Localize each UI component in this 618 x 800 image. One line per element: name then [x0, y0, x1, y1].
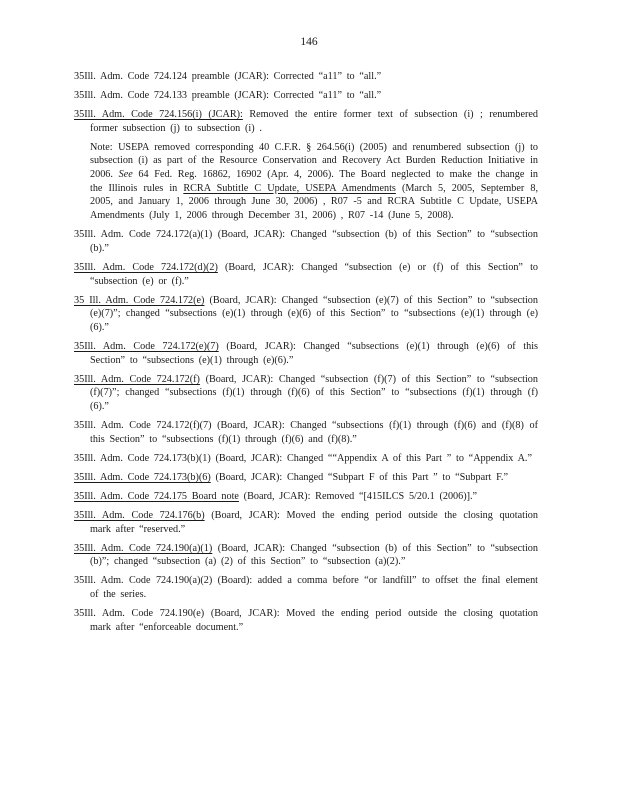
note-text-2: 64 Fed. Reg. 16862, 16902 (Apr. 4, 2006). The Board neglected to make the change in the Illinois rules in: [90, 169, 538, 194]
entry-text: (Board, JCAR): Moved the ending period outside the closing quotation mark after “reserved.”: [90, 510, 538, 535]
errata-entry: [74, 373, 538, 414]
errata-entry: [74, 490, 538, 504]
errata-entry: [74, 89, 538, 103]
errata-entry: [74, 419, 538, 446]
code-reference: 35Ill. Adm. Code 724.173(b)(1): [74, 452, 211, 464]
errata-entry: [74, 340, 538, 367]
code-reference: 35Ill. Adm. Code 724.172(f): [74, 373, 200, 385]
entry-text: (Board, JCAR): Changed “subsection (e)(7) of this Section” to “subsection (e)(7)”; changed “subsections (e)(1) through (e)(6) of this Section” to “subsections (e)(1) through (e)(6).”: [90, 294, 538, 333]
code-reference: 35Ill. Adm. Code 724.172(e)(7): [74, 341, 219, 353]
note-text-1: Note: USEPA removed corresponding 40 C.F.R. § 264.56(i) (2005) and renumbered subsection (j) to subsection (i) as part of the Resource Conservation and Recovery Act Burden Reduction Initiative in 2006.: [90, 141, 538, 181]
errata-entry: [74, 471, 538, 485]
code-reference: 35Ill. Adm. Code 724.175 Board note: [74, 490, 239, 502]
code-reference: 35 Ill. Adm. Code 724.172(e): [74, 294, 205, 306]
code-reference: 35Ill. Adm. Code 724.172(f)(7): [74, 420, 212, 432]
entry-text: (JCAR): Corrected “a11” to “all.”: [229, 71, 382, 82]
code-reference: 35Ill. Adm. Code 724.190(e): [74, 608, 205, 620]
entry-text: (Board, JCAR): Changed “subsections (e)(1) through (e)(6) of this Section” to “subsections (e)(1) through (e)(6).”: [90, 341, 539, 366]
note-docket-title: RCRA Subtitle C Update, USEPA Amendments: [183, 182, 396, 194]
errata-entry: [74, 607, 538, 634]
page-number: 146: [300, 36, 318, 48]
code-reference: 35Ill. Adm. Code 724.173(b)(6): [74, 471, 211, 483]
entry-text: (Board, JCAR): Changed “subsection (e) or (f) of this Section” to “subsection (e) or (f).”: [90, 262, 538, 287]
errata-entry: [74, 70, 538, 84]
entry-text: (Board): added a comma before “or landfill” to offset the final element of the series.: [90, 575, 538, 600]
errata-entry: [74, 509, 538, 536]
errata-entry: [74, 261, 538, 288]
entry-text: (Board, JCAR): Changed “subsection (b) of this Section” to “subsection (b)”; changed “subsection (a) (2) of this Section” to “subsection (a)(2).”: [90, 542, 538, 568]
entry-text: Removed the entire former text of subsection (i) ; renumbered former subsection (j) to subsection (i) .: [90, 109, 539, 134]
code-reference: 35Ill. Adm. Code 724.190(a)(1): [74, 542, 213, 554]
errata-entry: [74, 542, 538, 569]
errata-entry: [74, 228, 538, 255]
entry-text: (JCAR): Corrected “a11” to “all.”: [229, 90, 382, 102]
code-reference: 35Ill. Adm. Code 724.156(i) (JCAR):: [74, 109, 243, 121]
errata-list: [74, 70, 538, 640]
errata-entry: [74, 452, 538, 466]
entry-text: (Board, JCAR): Changed ““Appendix A of this Part ” to “Appendix A.”: [210, 452, 532, 464]
note-text-3: (March 5, 2005, September 8, 2005, and January 1, 2006 through June 30, 2006) , R07 -5 and RCRA Subtitle C Update, USEPA Amendments (July 1, 2006 through December 31, 2006) , R07 -14 (June 5, 2008).: [90, 182, 539, 221]
errata-entry: [74, 294, 538, 335]
entry-text: (Board, JCAR): Changed “Subpart F of this Part ” to “Subpart F.”: [210, 471, 508, 483]
entry-text: (Board, JCAR): Removed “[415ILCS 5/20.1 (2006)].”: [238, 490, 478, 502]
entry-text: (Board, JCAR): Moved the ending period outside the closing quotation mark after “enforceable document.”: [90, 608, 538, 633]
errata-note: [90, 141, 538, 223]
entry-text: (Board, JCAR): Changed “subsection (b) of this Section” to “subsection (b).”: [90, 229, 538, 255]
code-reference: 35Ill. Adm. Code 724.133 preamble: [74, 90, 230, 102]
code-reference: 35Ill. Adm. Code 724.172(a)(1): [74, 229, 213, 241]
code-reference: 35Ill. Adm. Code 724.190(a)(2): [74, 575, 213, 587]
entry-text: (Board, JCAR): Changed “subsections (f)(1) through (f)(6) and (f)(8) of this Section” to “subsections (f)(1) through (f)(6) and (f)(8).”: [90, 420, 538, 445]
code-reference: 35Ill. Adm. Code 724.172(d)(2): [74, 262, 218, 274]
code-reference: 35Ill. Adm. Code 724.176(b): [74, 510, 205, 522]
errata-entry: [74, 574, 538, 601]
entry-text: (Board, JCAR): Changed “subsection (f)(7) of this Section” to “subsection (f)(7)”; changed “subsections (f)(1) through (f)(6) of this Section” to “subsections (f)(1) through (f)(6).”: [90, 373, 538, 412]
code-reference: 35Ill. Adm. Code 724.124 preamble: [74, 71, 230, 82]
note-see-signal: See: [118, 169, 133, 181]
errata-entry: [74, 108, 538, 135]
